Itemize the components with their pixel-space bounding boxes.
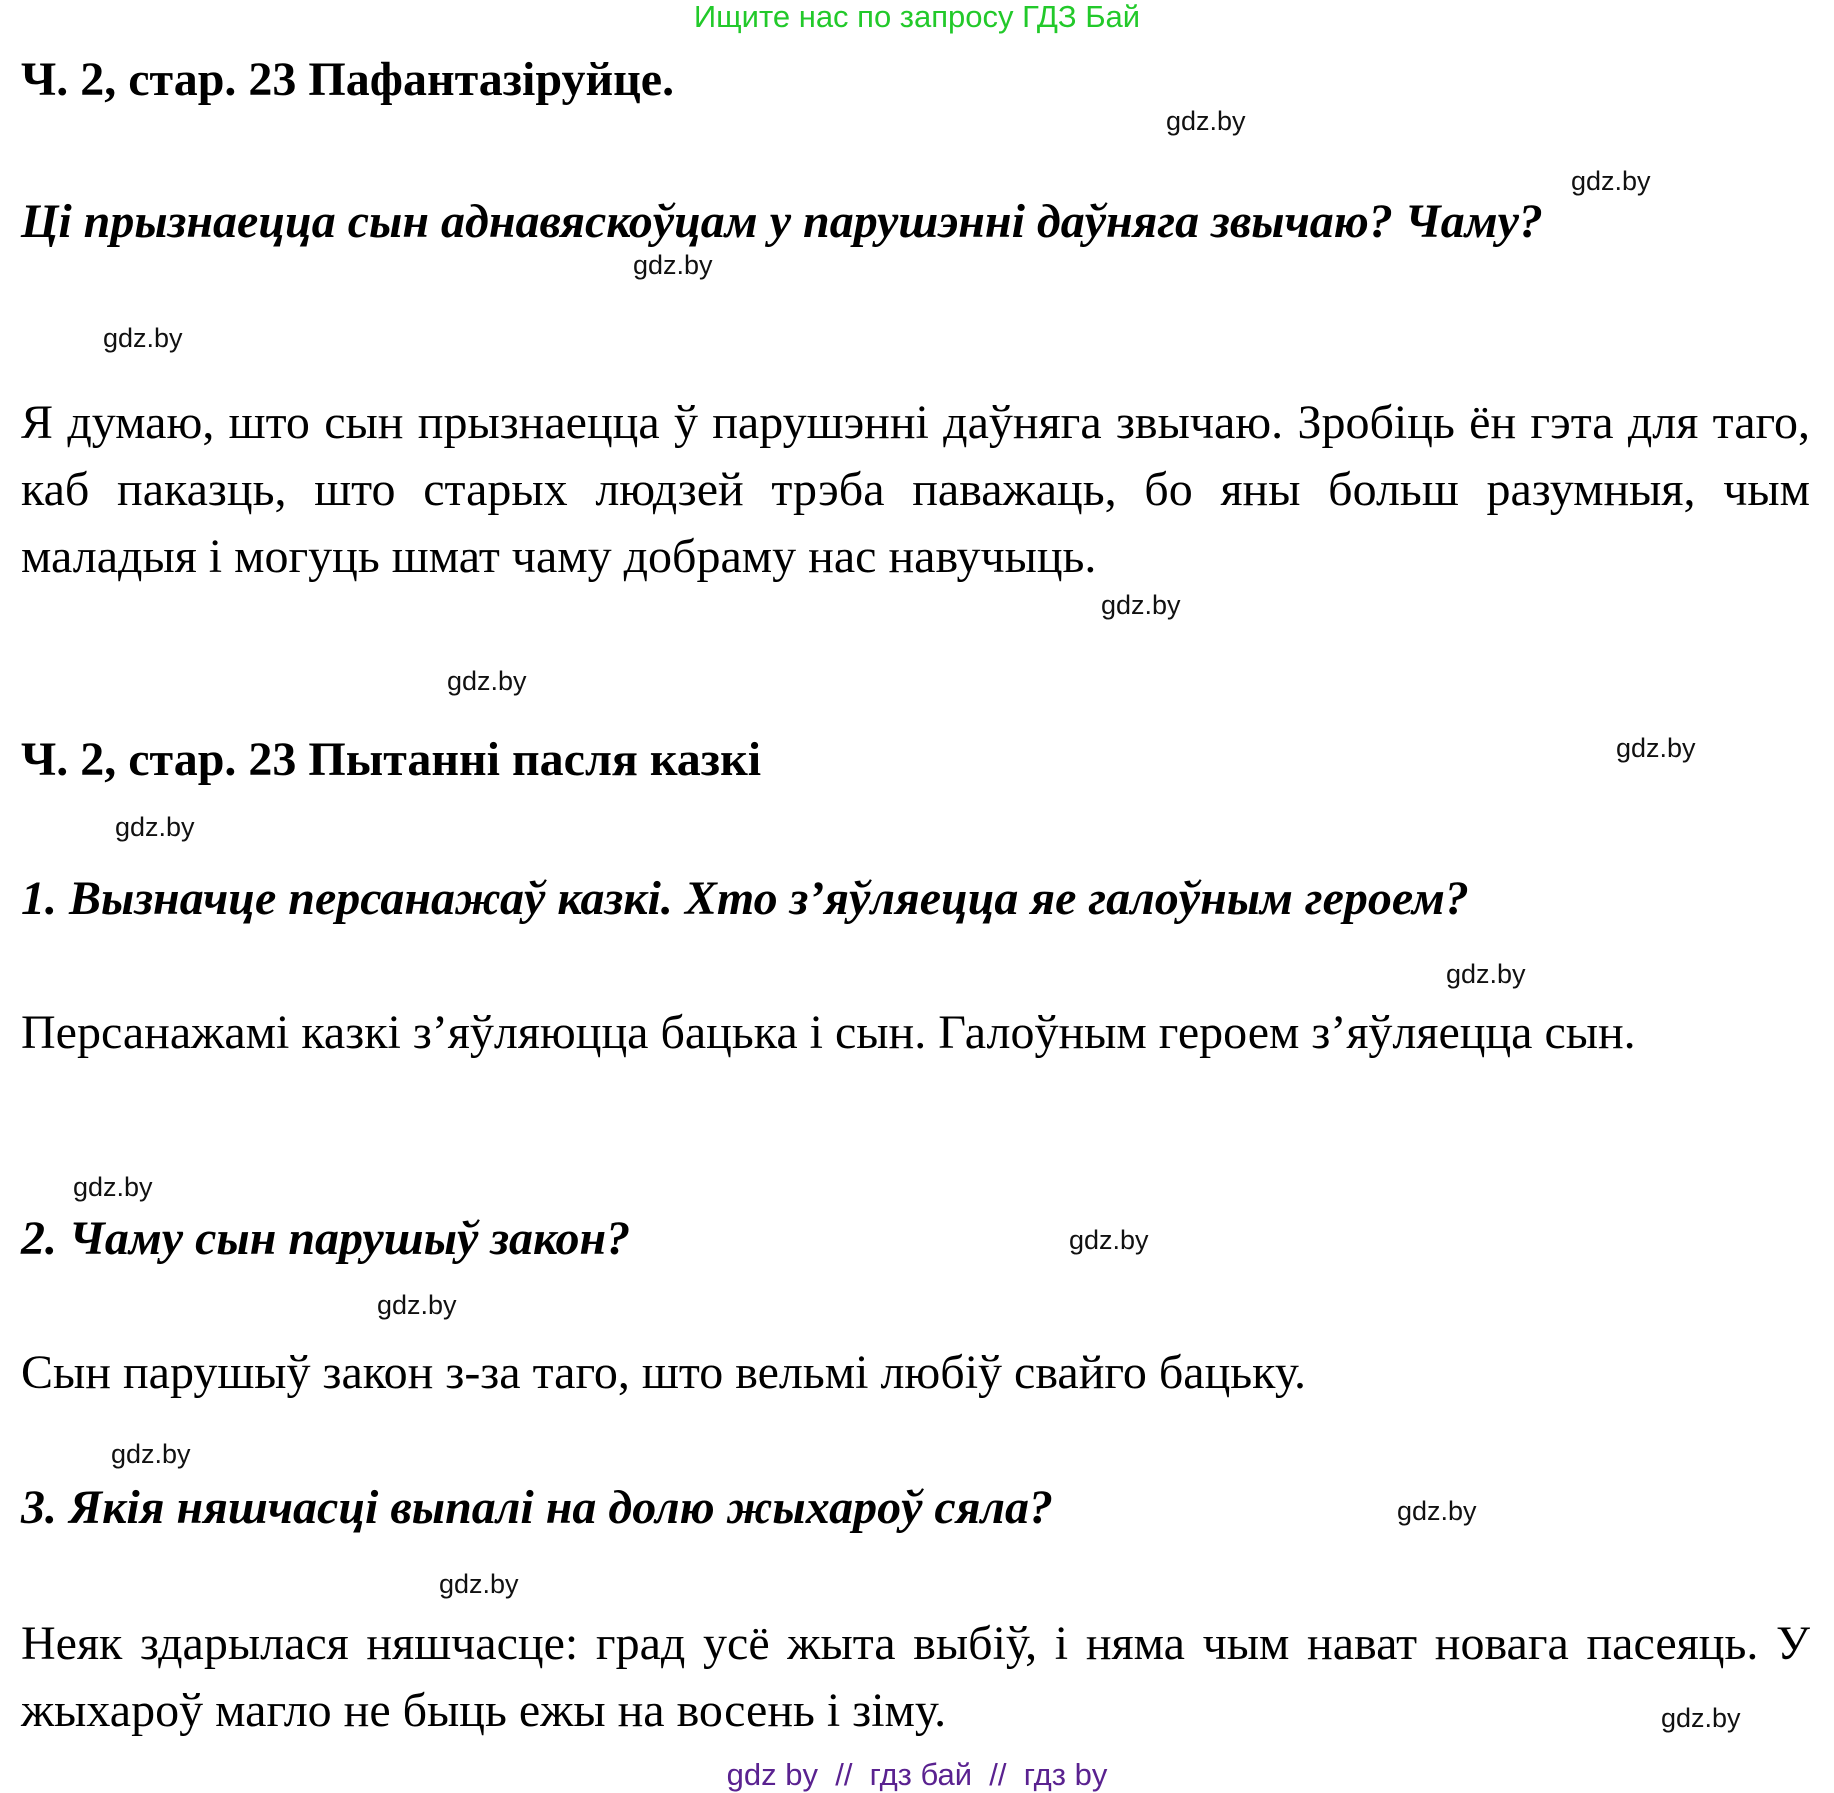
answer-1: Персанажамі казкі з’яўляюцца бацька і сын. Галоўным героем з’яўляецца сын. (21, 1006, 1636, 1059)
watermark: gdz.by (377, 1290, 457, 1320)
watermark: gdz.by (1446, 959, 1526, 989)
watermark: gdz.by (1069, 1225, 1149, 1255)
answer-2: Сын парушыў закон з-за таго, што вельмі любіў свайго бацьку. (21, 1346, 1307, 1399)
watermark: gdz.by (633, 250, 713, 280)
answer-fantasize: Я думаю, што сын прызнаецца ў парушэнні даўняга звычаю. Зробіць ён гэта для таго, каб паказць, што старых людзей трэба паважаць, бо яны больш разумныя, чым маладыя і могуць шмат чаму добраму нас навучыць. (21, 396, 1810, 583)
watermark: gdz.by (439, 1569, 519, 1599)
section-heading-questions: Ч. 2, стар. 23 Пытанні пасля казкі (21, 733, 762, 786)
question-3: 3. Якія няшчасці выпалі на долю жыхароў сяла? (21, 1481, 1054, 1534)
watermark: gdz.by (1397, 1496, 1477, 1526)
watermark: gdz.by (1661, 1703, 1741, 1733)
watermark: gdz.by (1616, 733, 1696, 763)
answer-3: Неяк здарылася няшчасце: град усё жыта выбіў, і няма чым нават новага пасеяць. У жыхароў магло не быць ежы на восень і зіму. (21, 1617, 1810, 1737)
footer-links: gdz by // гдз бай // гдз by (726, 1757, 1108, 1792)
question-2: 2. Чаму сын парушыў закон? (21, 1212, 631, 1265)
watermark: gdz.by (115, 812, 195, 842)
watermark: gdz.by (1101, 590, 1181, 620)
question-1: 1. Вызначце персанажаў казкі. Хто з’яўляецца яе галоўным героем? (21, 872, 1469, 925)
watermark: gdz.by (111, 1439, 191, 1469)
search-banner: Ищите нас по запросу ГДЗ Бай (693, 0, 1141, 34)
watermark: gdz.by (103, 323, 183, 353)
section-heading-fantasize: Ч. 2, стар. 23 Пафантазіруйце. (21, 53, 675, 106)
watermark: gdz.by (1166, 106, 1246, 136)
watermark: gdz.by (1571, 166, 1651, 196)
question-fantasize: Ці прызнаецца сын аднавяскоўцам у парушэнні даўняга звычаю? Чаму? (21, 195, 1543, 248)
watermark: gdz.by (73, 1172, 153, 1202)
watermark: gdz.by (447, 666, 527, 696)
